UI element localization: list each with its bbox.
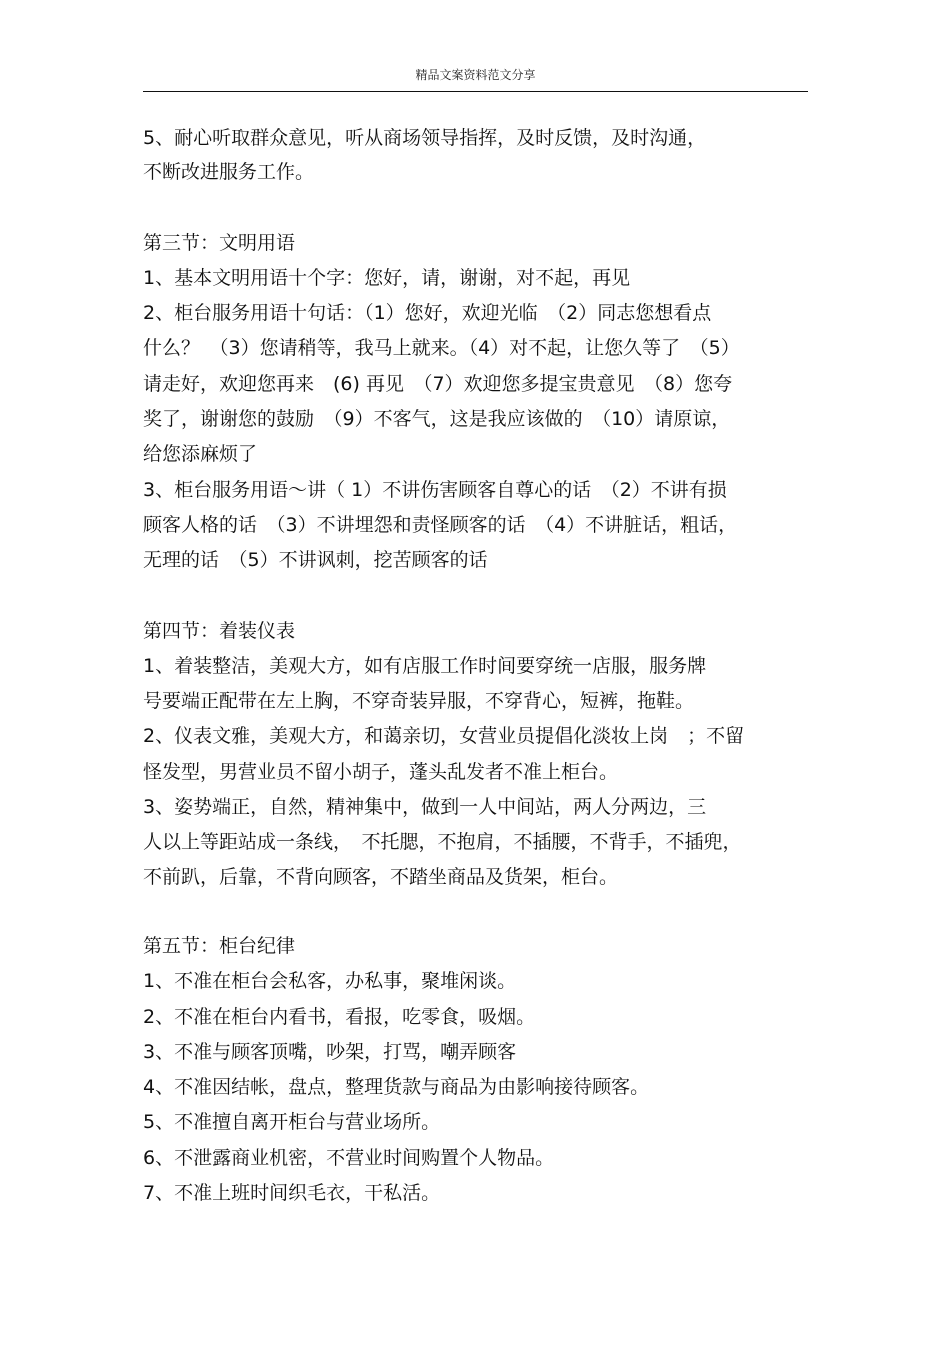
text-line: 3、不准与顾客顶嘴，吵架，打骂，嘲弄顾客 bbox=[143, 1041, 517, 1063]
text-line: 怪发型，男营业员不留小胡子，蓬头乱发者不准上柜台。 bbox=[143, 761, 619, 783]
text-line: 3、柜台服务用语～讲（ 1）不讲伤害顾客自尊心的话 （2）不讲有损 bbox=[143, 479, 727, 501]
text-line: 6、不泄露商业机密，不营业时间购置个人物品。 bbox=[143, 1147, 555, 1169]
text-line: 奖了，谢谢您的鼓励 （9）不客气，这是我应该做的 （10）请原谅， bbox=[143, 408, 731, 430]
text-line: 2、不准在柜台内看书，看报，吃零食，吸烟。 bbox=[143, 1006, 536, 1028]
section-heading: 第三节：文明用语 bbox=[143, 232, 296, 254]
text-line: 人以上等距站成一条线， 不托腮，不抱肩，不插腰，不背手，不插兜， bbox=[143, 831, 742, 853]
page-header: 精品文案资料范文分享 bbox=[415, 68, 536, 82]
text-line: 请走好，欢迎您再来 (6) 再见 （7）欢迎您多提宝贵意见 （8）您夸 bbox=[143, 373, 733, 395]
text-line: 不前趴，后靠，不背向顾客，不踏坐商品及货架，柜台。 bbox=[143, 866, 619, 888]
section-heading: 第五节：柜台纪律 bbox=[143, 935, 296, 957]
text-line: 5、不准擅自离开柜台与营业场所。 bbox=[143, 1111, 441, 1133]
header-divider bbox=[143, 91, 808, 92]
section-heading: 第四节：着装仪表 bbox=[143, 620, 296, 642]
text-line: 1、不准在柜台会私客，办私事，聚堆闲谈。 bbox=[143, 970, 517, 992]
text-line: 2、柜台服务用语十句话：（1）您好，欢迎光临 （2）同志您想看点 bbox=[143, 302, 712, 324]
text-line: 什么？ （3）您请稍等，我马上就来。（4）对不起，让您久等了 （5） bbox=[143, 337, 740, 359]
text-line: 4、不准因结帐，盘点，整理货款与商品为由影响接待顾客。 bbox=[143, 1076, 650, 1098]
text-line: 号要端正配带在左上胸，不穿奇装异服，不穿背心，短裤，拖鞋。 bbox=[143, 690, 695, 712]
text-line: 不断改进服务工作。 bbox=[143, 161, 315, 183]
text-line: 1、基本文明用语十个字：您好，请，谢谢，对不起，再见 bbox=[143, 267, 631, 289]
text-line: 给您添麻烦了 bbox=[143, 443, 258, 465]
text-line: 1、着装整洁，美观大方，如有店服工作时间要穿统一店服，服务牌 bbox=[143, 655, 707, 677]
text-line: 2、仪表文雅，美观大方，和蔼亲切，女营业员提倡化淡妆上岗 ；不留 bbox=[143, 725, 745, 747]
text-line: 无理的话 （5）不讲讽刺，挖苦顾客的话 bbox=[143, 549, 488, 571]
text-line: 3、姿势端正，自然，精神集中，做到一人中间站，两人分两边，三 bbox=[143, 796, 707, 818]
text-line: 7、不准上班时间织毛衣，干私活。 bbox=[143, 1182, 441, 1204]
text-line: 5、耐心听取群众意见，听从商场领导指挥，及时反馈，及时沟通， bbox=[143, 127, 707, 149]
text-line: 顾客人格的话 （3）不讲埋怨和责怪顾客的话 （4）不讲脏话，粗话， bbox=[143, 514, 738, 536]
